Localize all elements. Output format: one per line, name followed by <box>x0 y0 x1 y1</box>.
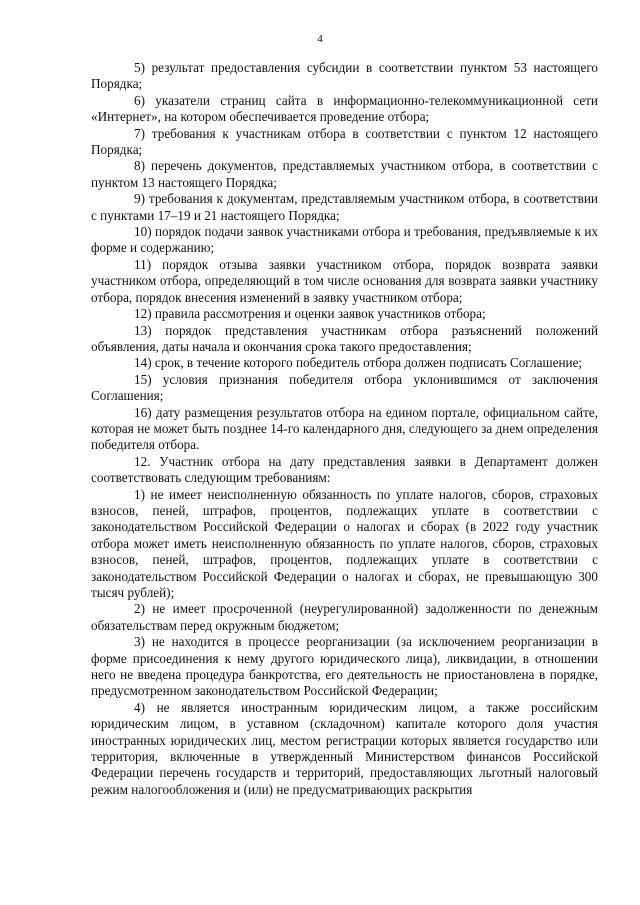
paragraph-item-13: 13) порядок представления участникам отбора разъяснений положений объявления, даты начала и окончания срока такого предоставления; <box>91 322 598 354</box>
paragraph-item-10: 10) порядок подачи заявок участниками отбора и требования, предъявляемые к их форме и содержанию; <box>91 224 598 256</box>
paragraph-item-15: 15) условия признания победителя отбора уклонившимся от заключения Соглашения; <box>91 371 598 404</box>
paragraph-item-11: 11) порядок отзыва заявки участником отбора, порядок возврата заявки участником отбора, определяющий в том числе основания для возврата заявки участнику отбора, порядок внесения изменений в заявку участником отбора; <box>91 256 598 305</box>
paragraph-requirement-4: 4) не является иностранным юридическим лицом, а также российским юридическим лицом, в уставном (складочном) капитале которого доля участия иностранных юридических лиц, местом регистрации которых является государство или территория, включенные в утвержденный Министерством финансов Российской Федерации перечень государств и территорий, предоставляющих льготный налоговый режим налогообложения и (или) не предусматривающих раскрытия <box>91 699 598 797</box>
paragraph-item-14: 14) срок, в течение которого победитель отбора должен подписать Соглашение; <box>134 355 583 371</box>
paragraph-item-9: 9) требования к документам, представляемым участником отбора, в соответствии с пунктами 17–19 и 21 настоящего Порядка; <box>91 191 598 223</box>
paragraph-item-16: 16) дату размещения результатов отбора на едином портале, официальном сайте, которая не может быть позднее 14-го календарного дня, следующего за днем определения победителя отбора. <box>91 404 598 453</box>
paragraph-item-8: 8) перечень документов, представляемых участником отбора, в соответствии с пунктом 13 настоящего Порядка; <box>91 158 598 190</box>
paragraph-item-12: 12) правила рассмотрения и оценки заявок участников отбора; <box>134 306 486 322</box>
paragraph-requirement-1: 1) не имеет неисполненную обязанность по уплате налогов, сборов, страховых взносов, пеней, штрафов, процентов, подлежащих уплате в соответствии с законодательством Российской Федерации о налогах и сборах (в 2022 году участник отбора может иметь неисполненную обязанность по уплате налогов, сборов, страховых взносов, пеней, штрафов, процентов, подлежащих уплате в соответствии с законодательством Российской Федерации о налогах и сборах, не превышающую 300 тысяч рублей); <box>91 486 598 600</box>
paragraph-section-12: 12. Участник отбора на дату представления заявки в Департамент должен соответствовать следующим требованиям: <box>91 453 598 486</box>
document-body <box>91 60 598 798</box>
paragraph-item-6: 6) указатели страниц сайта в информационно-телекоммуникационной сети «Интернет», на котором обеспечивается проведение отбора; <box>91 92 598 125</box>
paragraph-requirement-3: 3) не находится в процессе реорганизации (за исключением реорганизации в форме присоединения к нему другого юридического лица), ликвидации, в отношении него не введена процедура банкротства, его деятельность не приостановлена в порядке, предусмотренном законодательством Российской Федерации; <box>91 634 598 699</box>
paragraph-item-7: 7) требования к участникам отбора в соответствии с пунктом 12 настоящего Порядка; <box>91 125 598 158</box>
paragraph-requirement-2: 2) не имеет просроченной (неурегулированной) задолженности по денежным обязательствам перед окружным бюджетом; <box>91 601 598 633</box>
paragraph-item-5: 5) результат предоставления субсидии в соответствии пунктом 53 настоящего Порядка; <box>91 60 598 92</box>
page-number: 4 <box>317 33 323 45</box>
